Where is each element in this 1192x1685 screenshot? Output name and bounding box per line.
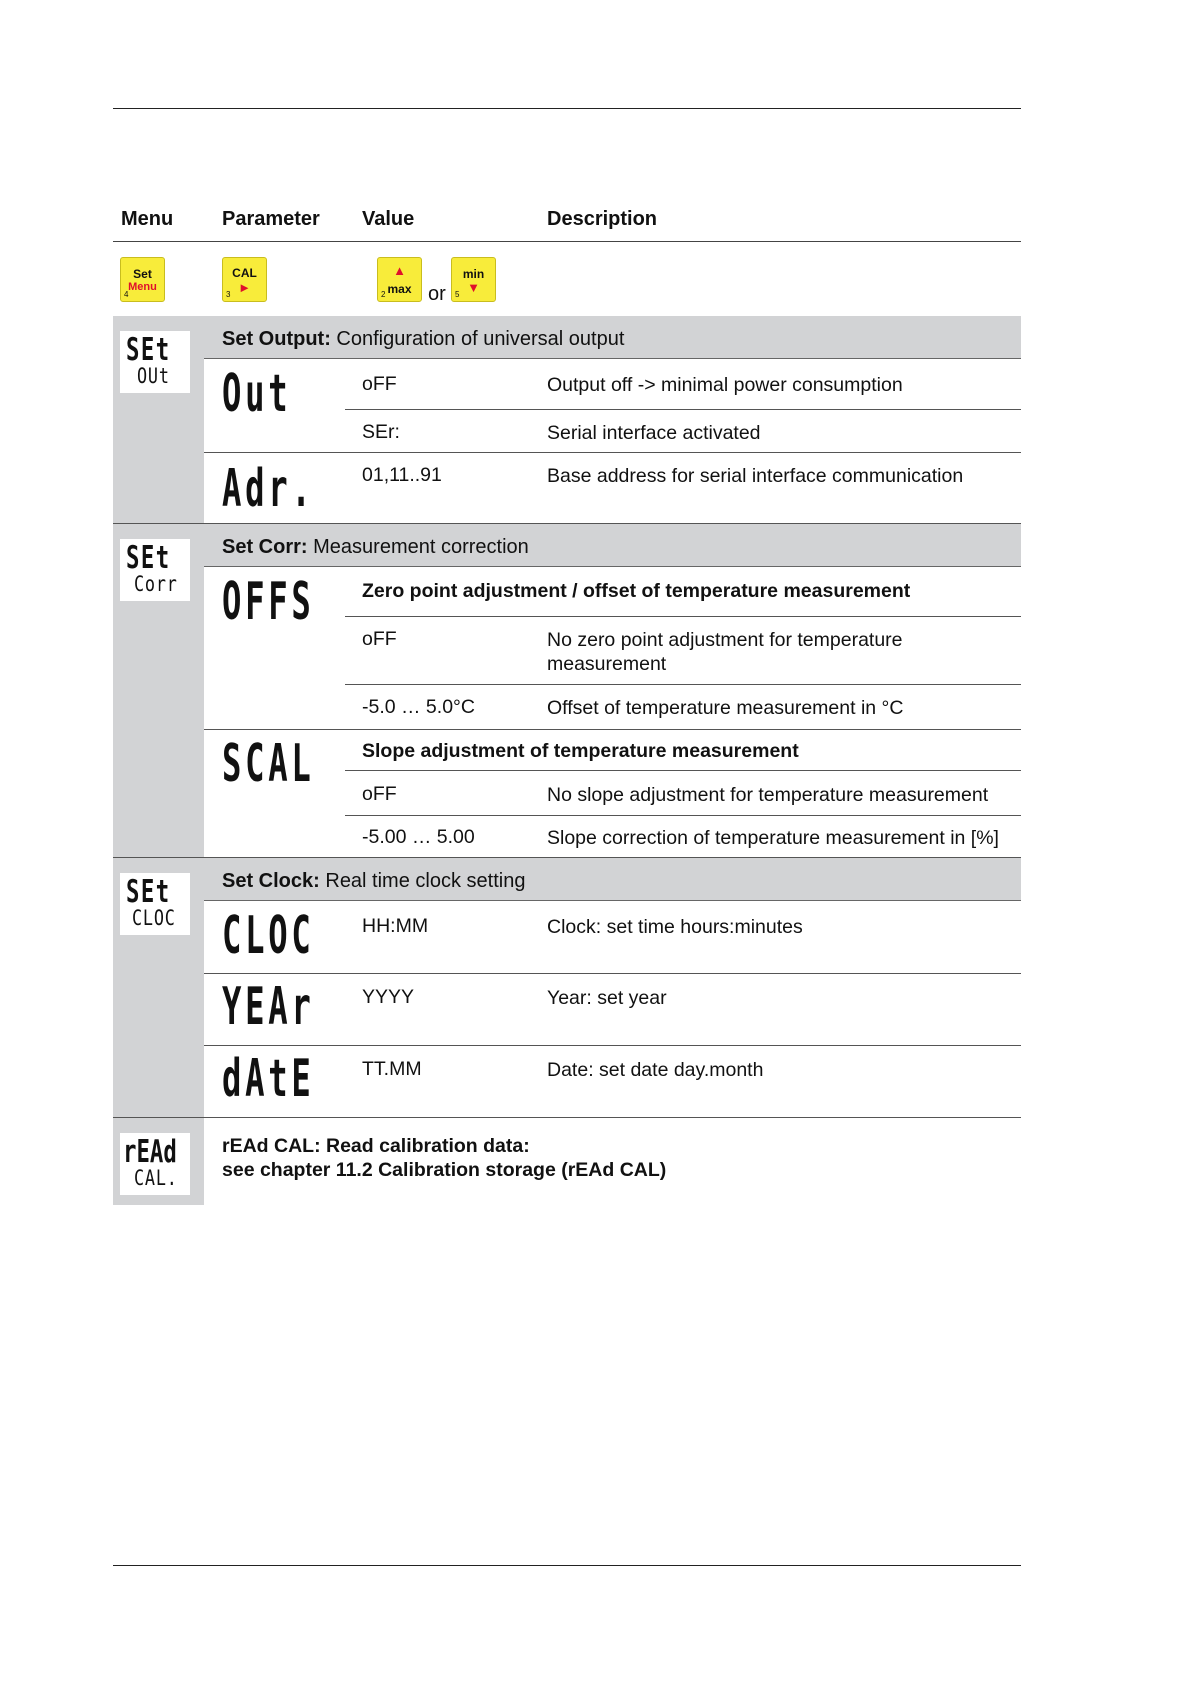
value-cell: oFF [362, 783, 397, 805]
section-set-output [113, 316, 1021, 524]
description-cell: Year: set year [547, 987, 667, 1009]
or-text: or [428, 283, 446, 305]
section-title: Set Corr: Measurement correction [222, 536, 529, 558]
lcd-param-year: YEAr [222, 977, 315, 1037]
lcd-param-cloc: CLOC [222, 906, 315, 966]
description-cell: No zero point adjustment for temperature measurement [547, 629, 903, 675]
param-heading: Slope adjustment of temperature measurement [362, 740, 799, 762]
row-divider [345, 815, 1021, 816]
section-title: Set Clock: Real time clock setting [222, 870, 526, 892]
cal-key: CAL ► 3 [222, 257, 267, 302]
lcd-param-adr: Adr. [222, 459, 315, 519]
value-cell: -5.00 … 5.00 [362, 826, 475, 848]
description-cell: Base address for serial interface communication [547, 465, 964, 487]
lcd-set-cloc: SEt CLOC [120, 873, 190, 935]
max-key: ▲ max 2 [377, 257, 422, 302]
description-cell: Slope correction of temperature measurement in [%] [547, 827, 999, 849]
row-divider [345, 770, 1021, 771]
description-cell: No slope adjustment for temperature measurement [547, 784, 989, 806]
row-divider [345, 684, 1021, 685]
column-header-value: Value [362, 208, 415, 230]
value-cell: 01,11..91 [362, 464, 442, 486]
value-cell: YYYY [362, 986, 415, 1008]
bottom-rule [113, 1565, 1021, 1566]
row-divider [204, 729, 1021, 730]
value-cell: oFF [362, 628, 397, 650]
top-rule [113, 108, 1021, 109]
right-arrow-icon: ► [238, 280, 251, 295]
description-cell: Output off -> minimal power consumption [547, 374, 903, 396]
row-divider [345, 409, 1021, 410]
section-set-corr [113, 524, 1021, 858]
description-cell: Offset of temperature measurement in °C [547, 697, 904, 719]
row-divider [204, 1045, 1021, 1046]
lcd-read-cal: rEAd CAL. [120, 1133, 190, 1195]
description-cell: Date: set date day.month [547, 1059, 764, 1081]
section-set-clock [113, 858, 1021, 1118]
min-key: min ▼ 5 [451, 257, 496, 302]
column-header-menu: Menu [121, 208, 174, 230]
value-cell: oFF [362, 373, 397, 395]
read-cal-text: rEAd CAL: Read calibration data: see chapter 11.2 Calibration storage (rEAd CAL) [222, 1135, 667, 1181]
param-heading: Zero point adjustment / offset of temperature measurement [362, 580, 911, 602]
lcd-param-date: dAtE [222, 1049, 315, 1109]
section-title: Set Output: Configuration of universal output [222, 328, 625, 350]
value-cell: SEr: [362, 421, 400, 443]
lcd-set-corr: SEt Corr [120, 539, 190, 601]
up-arrow-icon: ▲ [393, 263, 406, 278]
row-divider [345, 616, 1021, 617]
column-header-parameter: Parameter [222, 208, 320, 230]
row-divider [204, 973, 1021, 974]
description-cell: Clock: set time hours:minutes [547, 916, 803, 938]
value-cell: HH:MM [362, 915, 429, 937]
lcd-set-out: SEt OUt [120, 331, 190, 393]
description-cell: Serial interface activated [547, 422, 761, 444]
value-cell: -5.0 … 5.0°C [362, 696, 475, 718]
set-menu-key: Set Menu 4 [120, 257, 165, 302]
column-header-description: Description [547, 208, 658, 230]
lcd-param-scal: SCAL [222, 734, 315, 794]
row-divider [204, 452, 1021, 453]
lcd-param-offs: OFFS [222, 572, 315, 632]
down-arrow-icon: ▼ [467, 280, 480, 295]
value-cell: TT.MM [362, 1058, 422, 1080]
header-divider [113, 241, 1021, 242]
lcd-param-out: Out [222, 364, 292, 424]
section-read-cal [113, 1118, 1021, 1205]
